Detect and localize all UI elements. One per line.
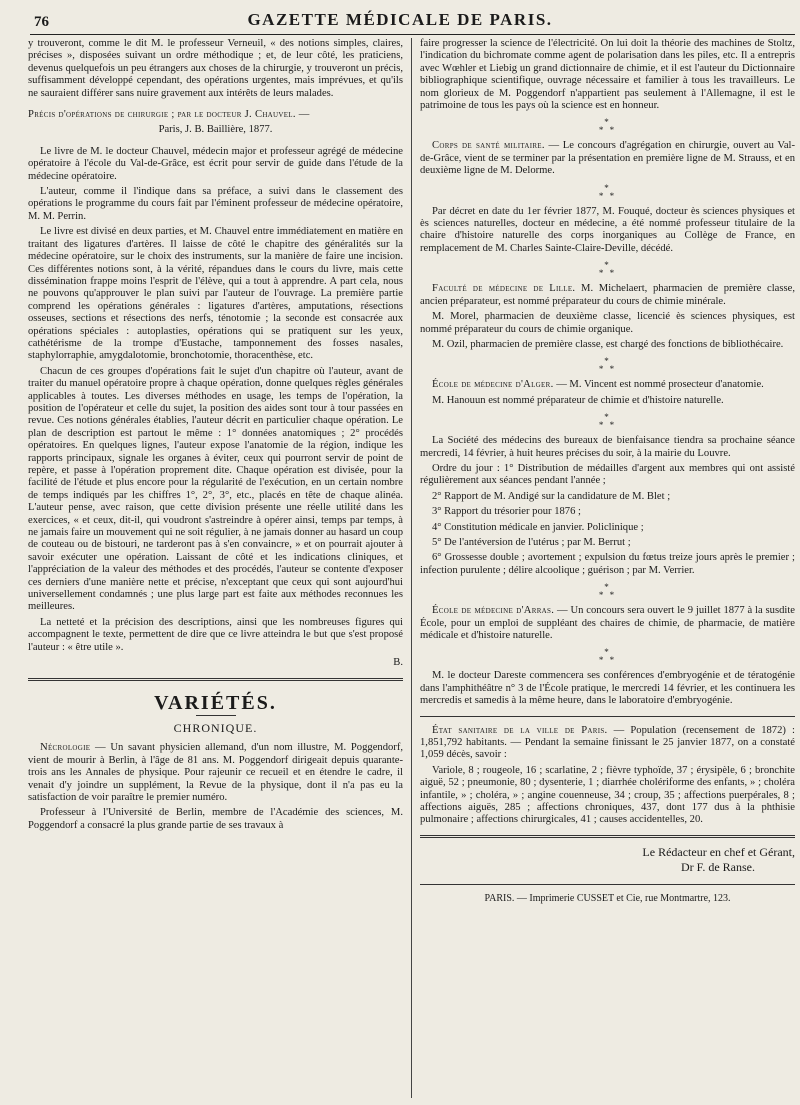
alger-paragraph: École de médecine d'Alger. — M. Vincent est nommé prosecteur d'anatomie. <box>432 379 764 391</box>
review-paragraph-5: La netteté et la précision des descriptions, ainsi que les nombreuses figures qui accompagnent le texte, permettent de dire que ce livre atteindra le but que s'est proposé l'auteur : « être utile ». <box>28 616 403 653</box>
review-paragraph-4: Chacun de ces groupes d'opérations fait le sujet d'un chapitre où l'auteur, avant de traiter du manuel opératoire propre à chaque opération, donne quelques règles générales applicables à toutes. Les diverses méthodes en usage, les temps de l'opération, la position de l'opérateur et celle du sujet, la position des aides sont tour à tour passées en revue. Ces notions générales établies, l'auteur décrit en particulier chaque opération. Le plan de description est partout le même : 1° données anatomiques ; 2° procédés opératoires. En quelques lignes, l'auteur expose l'anatomie de la région, indique les rapports principaux, signale les organes à éviter, ceux qui pourront servir de point de repère, et passe à l'opération proprement dite. Chaque opération est divisée, pour la facilité de l'étude et plus encore pour la régularité de l'exécution, en un certain nombre de temps indiqués par les chiffres 1°, 2°, 3°, etc., placés en tête de chaque alinéa. L'auteur pense, avec raison, que cette division présente une réelle utilité dans les exercices, « et ceux, dit-il, qui voudront s'astreindre à opérer ainsi, temps par temps, à ne jamais faire un mouvement qui ne soit régulier, à ne jamais donner au hasard un coup de couteau ou de bistouri, ne tarderont pas à s'en convaincre, » et on pourrait ajouter à savoir exécuter une opération. Laissant de côté et les indications cliniques, et l'appréciation de la valeur des méthodes et des procédés, l'auteur se contente d'exposer ces derniers d'une manière nette et précise, n'exceptant que ceux qui sont aujourd'hui universellement condamnés ; une plus large part est faite aux méthodes reconnues les meilleures. <box>28 365 403 613</box>
corps-sante-paragraph: Corps de santé militaire. — Le concours d'agrégation en chirurgie, ouvert au Val-de-Grâce, vient de se terminer par la présentation en première ligne de M. Strauss, et en deuxième ligne de M. Delorme. <box>420 140 795 177</box>
etat-sanitaire-paragraph: État sanitaire de la ville de Paris. — Population (recensement de 1872) : 1,851,792 habitants. — Pendant la semaine finissant le 25 janvier 1877, on a constaté 1,059 décès, savoir : <box>420 724 796 761</box>
ordre-item-4: 4° Constitution médicale en janvier. Policlinique ; <box>432 521 644 533</box>
header-rule <box>30 34 795 35</box>
right-column <box>420 38 795 905</box>
ozil-paragraph: M. Ozil, pharmacien de première classe, est chargé des fonctions de bibliothécaire. <box>432 338 784 350</box>
poggendorf-paragraph: Professeur à l'Université de Berlin, membre de l'Académie des sciences, M. Poggendorf a consacré la plus grande partie de ses travaux à <box>28 807 403 831</box>
redacteur-line: Le Rédacteur en chef et Gérant, <box>642 844 795 859</box>
footer-rule <box>420 884 795 885</box>
review-paragraph-2: L'auteur, comme il l'indique dans sa préface, a suivi dans le classement des opérations le programme du cours fait par l'éminent professeur de médecine opératoire, M. M. Perrin. <box>28 186 403 222</box>
poggendorf-continued: faire progresser la science de l'électricité. On lui doit la théorie des machines de Stoltz, l'indication du bichromate comme agent de polarisation dans les piles, etc. Il a entrepris avec Wœhler et Liebig un grand dictionnaire de chimie, et il est l'auteur du Dictionnaire bibliographique scientifique, ouvrage nécessaire et familier à tous les travailleurs. Le nom glorieux de M. Poggendorf n'appartient pas seulement à l'Allemagne, il est le patrimoine de tous les pays où la science est en honneur. <box>420 38 795 112</box>
asterism: * * * <box>598 117 617 136</box>
arras-paragraph: École de médecine d'Arras. — Un concours sera ouvert le 9 juillet 1877 à la susdite École, pour un emploi de suppléant des chaires de chimie, de pharmacie, de matière médicale et d'histoire naturelle. <box>420 605 795 641</box>
asterism: * * * <box>598 582 617 601</box>
dareste-paragraph: M. le docteur Dareste commencera ses conférences d'embryogénie et de tératogénie dans l'amphithéâtre n° 3 de l'École pratique, le mercredi 14 février, et les continuera les mercredis et samedis à la même heure, dans le laboratoire d'embryogénie. <box>420 670 795 707</box>
societe-paragraph: La Société des médecins des bureaux de bienfaisance tiendra sa prochaine séance mercredi, 14 février, à huit heures précises du soir, à la mairie du Louvre. <box>420 435 795 459</box>
ordre-du-jour: Ordre du jour : 1° Distribution de médailles d'argent aux membres qui ont assisté régulièrement aux séances pendant l'année ; <box>420 462 795 487</box>
decret-paragraph: Par décret en date du 1er février 1877, M. Fouqué, docteur ès sciences physiques et ès sciences naturelles, docteur en médecine, a été nommé professeur titulaire de la chaire d'histoire naturelle des corps inorganiques au Collège de France, en remplacement de M. Charles Sainte-Claire-Deville, décédé. <box>420 205 795 254</box>
chronique-heading: CHRONIQUE. <box>173 720 258 735</box>
ordre-item-5: 5° De l'antéversion de l'utérus ; par M. Berrut ; <box>432 536 631 548</box>
section-separator <box>420 835 795 838</box>
necrologie-label: Nécrologie <box>40 742 91 754</box>
asterism: * * * <box>598 412 617 431</box>
page-number: 76 <box>34 14 49 30</box>
necrologie-paragraph: Nécrologie — Un savant physicien allemand, d'un nom illustre, M. Poggendorf, vient de mourir à Berlin, à l'âge de 81 ans. M. Poggendorf dirigeait depuis quarante-trois ans les Annales de physique. Pour rajeunir ce recueil et en étendre le cadre, il venait d'y joindre un supplément, la Revue de la physique, dont il n'a pas eu la satisfaction de voir paraître le premier numéro. <box>28 742 403 803</box>
ordre-item-2: 2° Rapport de M. Andigé sur la candidature de M. Blet ; <box>432 490 671 502</box>
asterism: * * * <box>598 647 617 666</box>
varietes-heading: VARIÉTÉS. <box>154 691 277 714</box>
review-paragraph-3: Le livre est divisé en deux parties, et M. Chauvel entre immédiatement en matière en traitant des ligatures d'artères. Il laisse de côté le chapitre des généralités sur la médecine opératoire, sur le choix des instruments, sur la manière de faire une incision. Ces différentes notions sont, à la vérité, répandues dans le cours du livre, mais cette dissémination frappe moins l'esprit de l'élève, qui a tout à apprendre. A part cela, nous ne pouvons qu'approuver le plan suivi par l'auteur de l'ouvrage. La première partie comprend les opérations générales : ligatures d'artères, amputations, résections osseuses, sections et résections des nerfs, ténotomie ; la seconde est consacrée aux opérations spéciales : autoplasties, opérations qui se pratiquent sur les yeux, cathétérisme de la trompe d'Eustache, tamponnement des fosses nasales, staphylorraphie, amygdalotomie, bronchotomie, thoracenthèse, etc. <box>28 226 403 362</box>
asterism: * * * <box>598 356 617 375</box>
review-title: Précis d'opérations de chirurgie ; par le docteur J. Chauvel. — <box>28 109 310 121</box>
hanouun-paragraph: M. Hanouun est nommé préparateur de chimie et d'histoire naturelle. <box>432 394 724 406</box>
intro-paragraph: y trouveront, comme le dit M. le professeur Verneuil, « des notions simples, claires, précises », disposées suivant un ordre méthodique ; et, de leur côté, les praticiens, devenus quelquefois un peu étrangers aux choses de la chirurgie, y trouveront un précis, suffisamment développé cependant, des opérations urgentes, mais imprévues, et qu'ils ne sauraient différer sans nuire gravement aux intérêts de leurs malades. <box>28 38 403 99</box>
heading-dash <box>196 715 236 716</box>
section-separator <box>28 678 403 681</box>
column-divider <box>411 38 412 1098</box>
review-signature: B. <box>393 657 403 669</box>
review-paragraph-1: Le livre de M. le docteur Chauvel, médecin major et professeur agrégé de médecine opératoire à l'école du Val-de-Grâce, est écrit pour servir de guide dans l'étude de la médecine opératoire. <box>28 145 403 182</box>
asterism: * * * <box>598 182 617 201</box>
review-publisher: Paris, J. B. Baillière, 1877. <box>158 124 273 136</box>
printer-imprint: PARIS. — Imprimerie CUSSET et Cie, rue Montmartre, 123. <box>484 892 731 904</box>
page-header <box>0 0 800 40</box>
ordre-item-3: 3° Rapport du trésorier pour 1876 ; <box>432 506 581 518</box>
asterism: * * * <box>598 260 617 279</box>
morel-paragraph: M. Morel, pharmacien de deuxième classe, licencié ès sciences physiques, est nommé préparateur du cours de chimie organique. <box>420 311 795 335</box>
section-rule <box>420 716 795 717</box>
editor-name: Dr F. de Ranse. <box>680 860 755 875</box>
mortality-list: Variole, 8 ; rougeole, 16 ; scarlatine, 2 ; fièvre typhoïde, 37 ; érysipèle, 6 ; bronchite aiguë, 52 ; pneumonie, 80 ; dysenterie, 1 ; diarrhée cholériforme des enfants, » ; choléra infantile, » ; choléra, » ; angine couenneuse, 34 ; croup, 35 ; affections puerpérales, 8 ; affections aiguës, 285 ; affections chroniques, 437, dont 177 dus à la phthisie pulmonaire ; affections chirurgicales, 41 ; causes accidentelles, 20. <box>420 764 795 826</box>
ordre-item-6: 6° Grossesse double ; avortement ; expulsion du fœtus treize jours après le premier ; infection purulente ; délire alcoolique ; guérison ; par M. Verrier. <box>420 552 795 576</box>
lille-paragraph: Faculté de médecine de Lille. M. Michelaert, pharmacien de première classe, ancien préparateur, est nommé préparateur du cours de chimie minérale. <box>420 283 795 307</box>
journal-title: GAZETTE MÉDICALE DE PARIS. <box>247 10 553 29</box>
left-column <box>28 38 403 835</box>
